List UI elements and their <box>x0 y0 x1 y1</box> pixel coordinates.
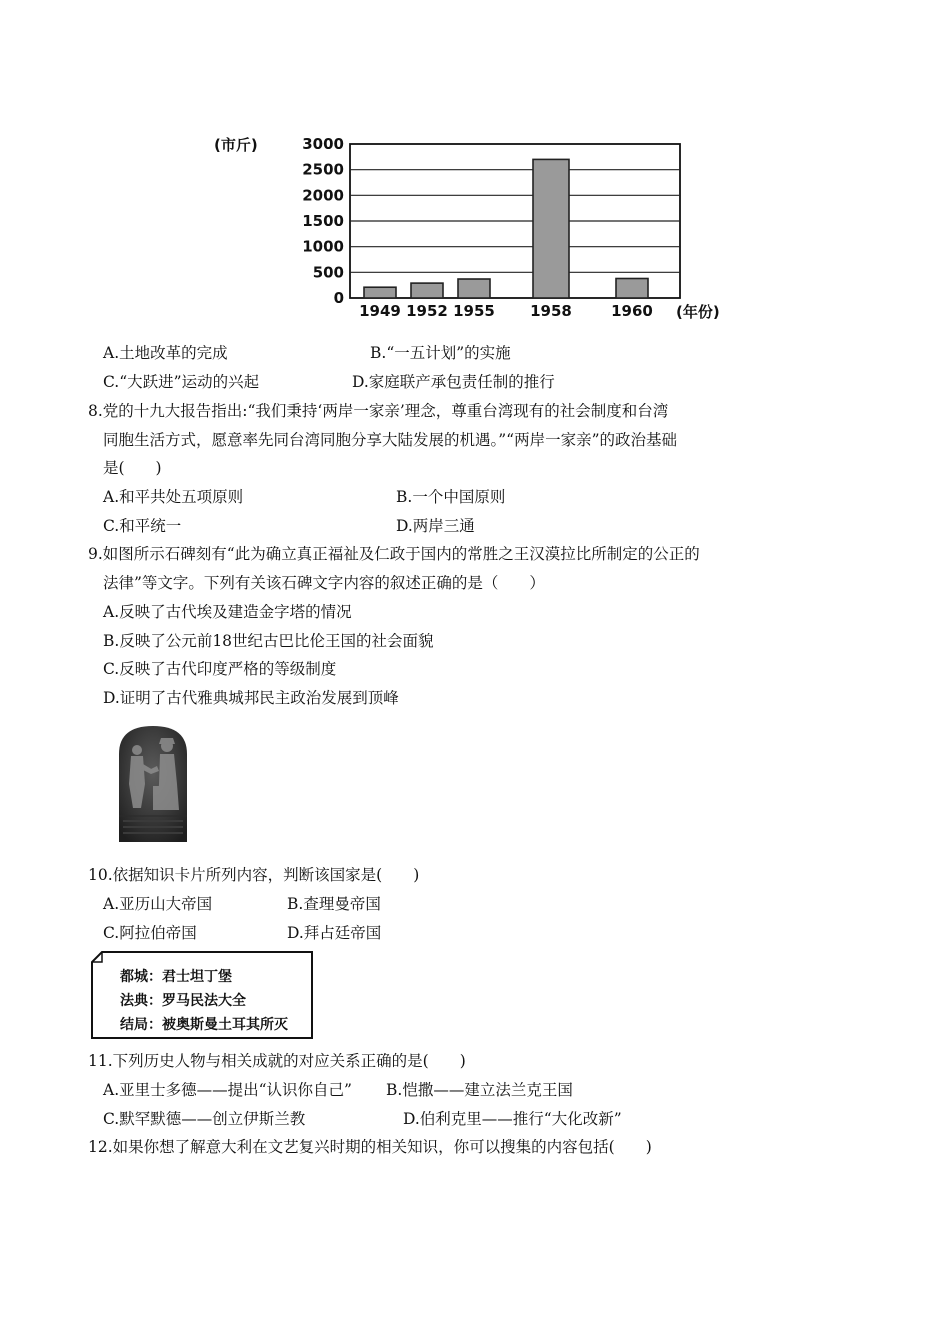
y-axis-unit-label: (市斤) <box>214 136 258 154</box>
q12-stem: 12.如果你想了解意大利在文艺复兴时期的相关知识，你可以搜集的内容包括( ) <box>88 1138 652 1156</box>
y-tick-label: 500 <box>312 263 344 282</box>
q9-option-c: C.反映了古代印度严格的等级制度 <box>103 660 337 678</box>
card-line-capital: 都城：君士坦丁堡 <box>120 969 232 985</box>
y-tick-labels <box>302 135 344 307</box>
q10-stem: 10.依据知识卡片所列内容，判断该国家是( ) <box>88 866 420 884</box>
q8-option-d: D.两岸三通 <box>396 517 475 535</box>
q7-option-b: B.“一五计划”的实施 <box>370 344 511 362</box>
x-tick-label: 1958 <box>530 302 572 320</box>
bar-1958 <box>533 159 569 298</box>
card-line-ending: 结局：被奥斯曼土耳其所灭 <box>120 1017 288 1033</box>
x-axis-unit-label: (年份) <box>676 303 720 321</box>
q9-stem-line-1: 9.如图所示石碑刻有“此为确立真正福祉及仁政于国内的常胜之王汉漠拉比所制定的公正的 <box>88 545 700 563</box>
x-tick-labels <box>359 302 653 320</box>
y-tick-label: 0 <box>333 289 344 307</box>
q10-option-d: D.拜占廷帝国 <box>287 924 382 942</box>
q8-option-a: A.和平共处五项原则 <box>103 488 244 506</box>
y-tick-label: 2500 <box>302 160 344 179</box>
q11-option-c: C.默罕默德——创立伊斯兰教 <box>103 1110 306 1128</box>
y-tick-label: 1000 <box>302 237 344 256</box>
bar-1960 <box>616 278 648 298</box>
x-tick-label: 1949 <box>359 302 401 320</box>
chart-bars <box>364 159 648 298</box>
hammurabi-stele-image <box>113 724 193 842</box>
bar-1949 <box>364 287 396 298</box>
bar-1952 <box>411 283 443 298</box>
q10-option-a: A.亚历山大帝国 <box>103 895 213 913</box>
x-tick-label: 1952 <box>406 302 448 320</box>
q11-option-b: B.恺撒——建立法兰克王国 <box>386 1081 573 1099</box>
q8-option-c: C.和平统一 <box>103 517 182 535</box>
q11-option-d: D.伯利克里——推行“大化改新” <box>403 1110 622 1128</box>
q7-option-c: C.“大跃进”运动的兴起 <box>103 373 260 391</box>
x-tick-label: 1960 <box>611 302 653 320</box>
q9-option-b: B.反映了公元前18世纪古巴比伦王国的社会面貌 <box>103 632 434 650</box>
y-tick-label: 2000 <box>302 186 344 205</box>
x-tick-label: 1955 <box>453 302 495 320</box>
q11-option-a: A.亚里士多德——提出“认识你自己” <box>103 1081 352 1099</box>
q9-stem-line-2: 法律”等文字。下列有关该石碑文字内容的叙述正确的是（ ） <box>103 574 545 592</box>
q8-stem-line-3: 是( ) <box>103 459 162 477</box>
y-tick-label: 3000 <box>302 135 344 153</box>
q9-option-a: A.反映了古代埃及建造金字塔的情况 <box>103 603 352 621</box>
grain-output-bar-chart <box>210 128 740 328</box>
q10-option-b: B.查理曼帝国 <box>287 895 381 913</box>
q10-option-c: C.阿拉伯帝国 <box>103 924 197 942</box>
q7-option-d: D.家庭联产承包责任制的推行 <box>352 373 555 391</box>
q8-option-b: B.一个中国原则 <box>396 488 506 506</box>
q9-option-d: D.证明了古代雅典城邦民主政治发展到顶峰 <box>103 689 399 707</box>
card-line-code: 法典：罗马民法大全 <box>120 993 246 1009</box>
q7-option-a: A.土地改革的完成 <box>103 344 228 362</box>
q8-stem-line-1: 8.党的十九大报告指出:“我们秉持‘两岸一家亲’理念，尊重台湾现有的社会制度和台湾 <box>88 402 669 420</box>
bar-1955 <box>458 279 490 298</box>
q11-stem: 11.下列历史人物与相关成就的对应关系正确的是( ) <box>88 1052 466 1070</box>
chart-grid <box>350 144 680 298</box>
y-tick-label: 1500 <box>302 212 344 230</box>
q8-stem-line-2: 同胞生活方式，愿意率先同台湾同胞分享大陆发展的机遇。”“两岸一家亲”的政治基础 <box>103 431 678 449</box>
